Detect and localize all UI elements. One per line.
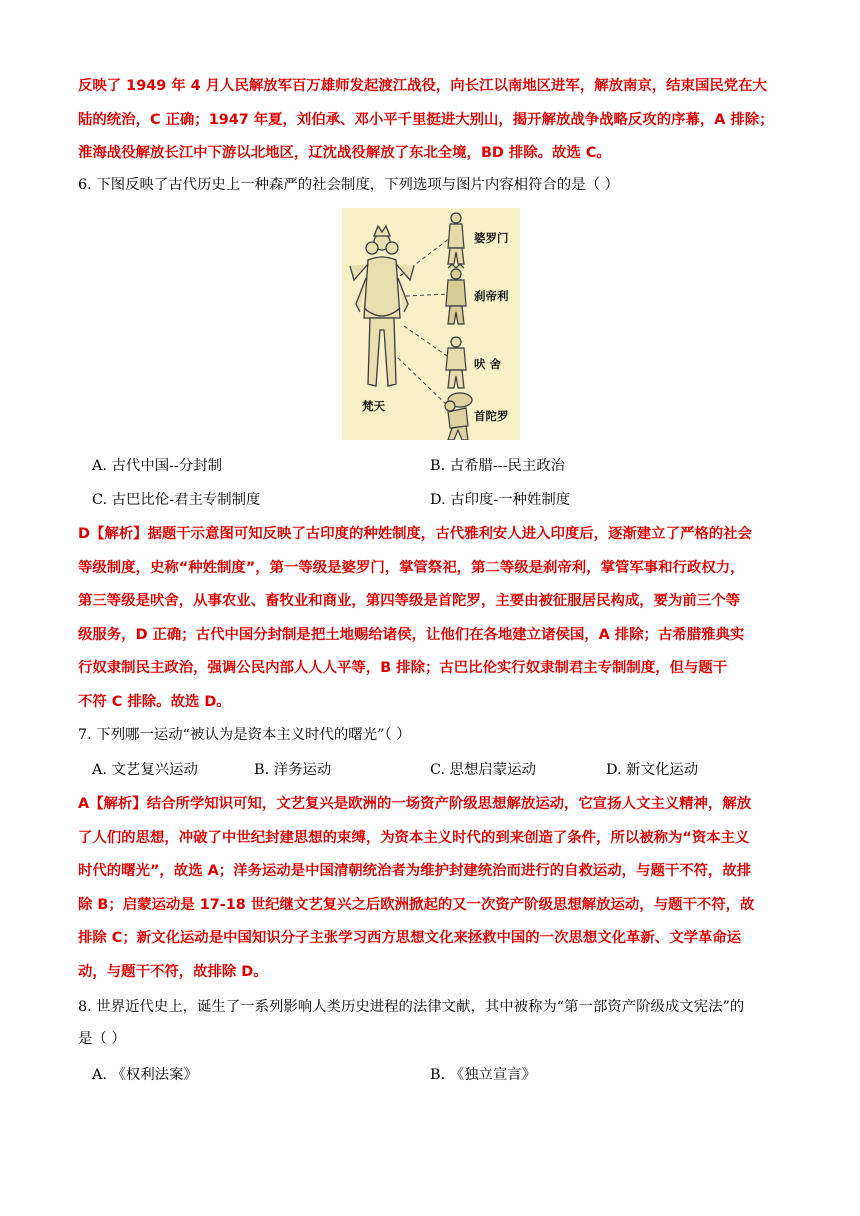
answer-line: 陆的统治，C 正确；1947 年夏，刘伯承、邓小平千里挺进大别山，揭开解放战争战略反攻的序幕，A 排除； bbox=[78, 111, 774, 128]
answer-line: 了人们的思想，冲破了中世纪封建思想的束缚，为资本主义时代的到来创造了条件，所以被称为“资本主义 bbox=[78, 829, 750, 846]
answer-line: 排除 C；新文化运动是中国知识分子主张学习西方思想文化来拯救中国的一次思想文化革新、文学革命运 bbox=[78, 930, 742, 946]
answer-line: 反映了 1949 年 4 月人民解放军百万雄师发起渡江战役，向长江以南地区进军，解放南京，结束国民党在大 bbox=[78, 78, 767, 94]
answer-line: D【解析】据题干示意图可知反映了古印度的种姓制度，古代雅利安人进入印度后，逐渐建立了严格的社会 bbox=[78, 526, 752, 542]
question-8-stem bbox=[78, 991, 784, 1055]
answer-line: 动，与题干不符，故排除 D。 bbox=[78, 963, 268, 980]
q7-option-b[interactable]: B. 洋务运动 bbox=[254, 762, 332, 778]
answer-explanation-q6 bbox=[78, 518, 784, 719]
answer-explanation-q7 bbox=[78, 788, 784, 989]
q6-option-d[interactable]: D. 古印度-一种姓制度 bbox=[430, 492, 571, 508]
caste-label-shudra: 首陀罗 bbox=[474, 409, 509, 423]
answer-explanation-q5 bbox=[78, 70, 784, 171]
caste-system-figure bbox=[342, 208, 520, 440]
answer-line: 除 B；启蒙运动是 17-18 世纪继文艺复兴之后欧洲掀起的又一次资产阶级思想解放运动，与题干不符，故 bbox=[78, 896, 755, 913]
caste-label-kshatriya: 刹帝利 bbox=[474, 289, 509, 303]
caste-label-brahmin: 婆罗门 bbox=[474, 231, 509, 245]
q6-option-a[interactable]: A. 古代中国--分封制 bbox=[92, 458, 223, 474]
q8-option-a[interactable]: A. 《权利法案》 bbox=[92, 1067, 198, 1083]
answer-line: A【解析】结合所学知识可知，文艺复兴是欧洲的一场资产阶级思想解放运动，它宣扬人文主义精神，解放 bbox=[78, 796, 752, 812]
q7-option-a[interactable]: A. 文艺复兴运动 bbox=[92, 762, 198, 778]
q7-option-d[interactable]: D. 新文化运动 bbox=[606, 762, 699, 778]
q6-option-c[interactable]: C. 古巴比伦-君主专制制度 bbox=[92, 492, 261, 508]
caste-label-vaishya: 吠 舍 bbox=[474, 357, 502, 371]
answer-line: 淮海战役解放长江中下游以北地区，辽沈战役解放了东北全境，BD 排除。故选 C。 bbox=[78, 145, 611, 161]
answer-line: 等级制度，史称“种姓制度”，第一等级是婆罗门，掌管祭祀，第二等级是刹帝利，掌管军事和行政权力， bbox=[78, 559, 745, 576]
answer-line: 时代的曙光”，故选 A；洋务运动是中国清朝统治者为维护封建统治而进行的自救运动，与题干不符，故排 bbox=[78, 863, 752, 879]
answer-line: 第三等级是吠舍，从事农业、畜牧业和商业，第四等级是首陀罗，主要由被征服居民构成，要为前三个等 bbox=[78, 593, 740, 609]
question-7-stem: 7. 下列哪一运动“被认为是资本主义时代的曙光”（ ） bbox=[78, 727, 411, 743]
question-line: 是（ ） bbox=[78, 1031, 126, 1047]
answer-line: 不符 C 排除。故选 D。 bbox=[78, 693, 231, 710]
answer-line: 级服务，D 正确；古代中国分封制是把土地赐给诸侯，让他们在各地建立诸侯国，A 排除；古希腊雅典实 bbox=[78, 626, 745, 643]
question-6-stem: 6. 下图反映了古代历史上一种森严的社会制度，下列选项与图片内容相符合的是（ ） bbox=[78, 177, 619, 193]
q8-option-b[interactable]: B. 《独立宣言》 bbox=[430, 1067, 537, 1083]
question-line: 8. 世界近代史上，诞生了一系列影响人类历史进程的法律文献，其中被称为“第一部资产阶级成文宪法”的 bbox=[78, 999, 745, 1015]
deity-label: 梵天 bbox=[362, 399, 385, 413]
q6-option-b[interactable]: B. 古希腊---民主政治 bbox=[430, 458, 566, 474]
q7-option-c[interactable]: C. 思想启蒙运动 bbox=[430, 762, 536, 778]
answer-line: 行奴隶制民主政治，强调公民内部人人人平等，B 排除；古巴比伦实行奴隶制君主专制制度，但与题干 bbox=[78, 660, 728, 676]
